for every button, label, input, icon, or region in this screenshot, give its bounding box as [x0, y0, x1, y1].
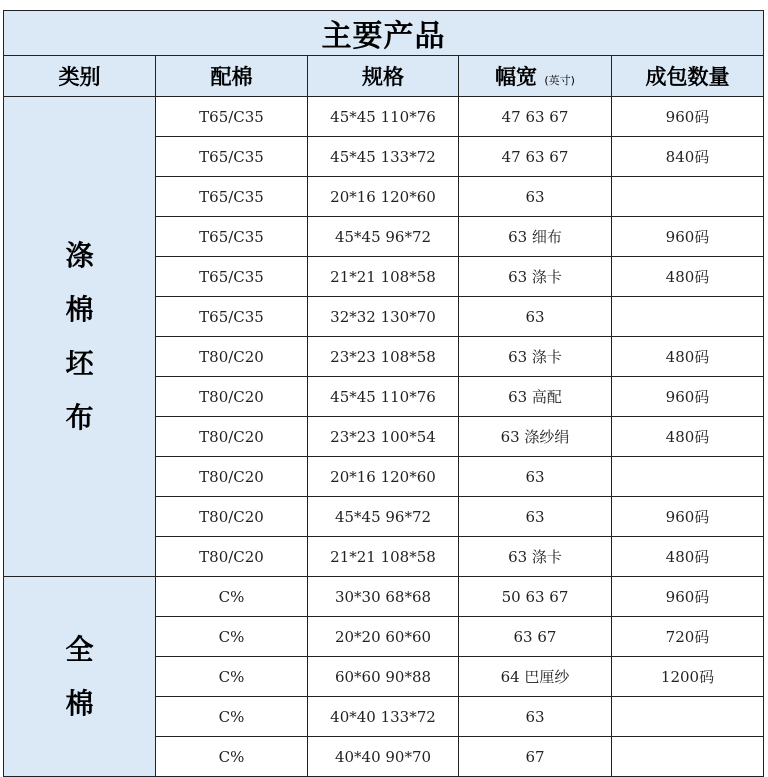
- qty-cell: 480码: [612, 537, 764, 577]
- blend-cell: C%: [156, 617, 308, 657]
- category-char: 棉: [65, 292, 94, 326]
- spec-cell: 23*23 100*54: [308, 417, 459, 457]
- qty-cell: [612, 457, 764, 497]
- blend-cell: C%: [156, 697, 308, 737]
- width-cell: 63 67: [459, 617, 612, 657]
- table-title: 主要产品: [4, 11, 764, 56]
- width-cell: 63 涤卡: [459, 257, 612, 297]
- table-row: [4, 577, 764, 617]
- header-qty: 成包数量: [612, 56, 764, 97]
- category-char: 全: [65, 632, 94, 666]
- width-cell: 47 63 67: [459, 137, 612, 177]
- header-blend: 配棉: [156, 56, 308, 97]
- spec-cell: 20*16 120*60: [308, 177, 459, 217]
- spec-cell: 30*30 68*68: [308, 577, 459, 617]
- blend-cell: T65/C35: [156, 257, 308, 297]
- width-cell: 63: [459, 497, 612, 537]
- qty-cell: 480码: [612, 417, 764, 457]
- qty-cell: 480码: [612, 257, 764, 297]
- header-width-unit: (英寸): [544, 74, 575, 87]
- qty-cell: [612, 177, 764, 217]
- spec-cell: 45*45 96*72: [308, 217, 459, 257]
- category-cell: [4, 577, 156, 777]
- blend-cell: T65/C35: [156, 97, 308, 137]
- product-table: [3, 10, 764, 777]
- blend-cell: T80/C20: [156, 537, 308, 577]
- blend-cell: T80/C20: [156, 337, 308, 377]
- qty-cell: [612, 697, 764, 737]
- width-cell: 63 细布: [459, 217, 612, 257]
- width-cell: 63 涤卡: [459, 537, 612, 577]
- qty-cell: [612, 297, 764, 337]
- header-spec: 规格: [308, 56, 459, 97]
- spec-cell: 40*40 90*70: [308, 737, 459, 777]
- category-char: 棉: [65, 686, 94, 720]
- blend-cell: T80/C20: [156, 497, 308, 537]
- category-char: 涤: [65, 238, 94, 272]
- qty-cell: 720码: [612, 617, 764, 657]
- spec-cell: 45*45 110*76: [308, 377, 459, 417]
- header-width-label: 幅宽: [495, 65, 538, 89]
- width-cell: 63: [459, 177, 612, 217]
- width-cell: 67: [459, 737, 612, 777]
- blend-cell: C%: [156, 577, 308, 617]
- category-char: 布: [65, 400, 94, 434]
- blend-cell: C%: [156, 657, 308, 697]
- blend-cell: T80/C20: [156, 457, 308, 497]
- qty-cell: 960码: [612, 377, 764, 417]
- qty-cell: 960码: [612, 217, 764, 257]
- blend-cell: T65/C35: [156, 217, 308, 257]
- qty-cell: [612, 737, 764, 777]
- spec-cell: 20*20 60*60: [308, 617, 459, 657]
- qty-cell: 960码: [612, 577, 764, 617]
- header-category: 类别: [4, 56, 156, 97]
- width-cell: 63 高配: [459, 377, 612, 417]
- spec-cell: 20*16 120*60: [308, 457, 459, 497]
- width-cell: 63 涤卡: [459, 337, 612, 377]
- width-cell: 63: [459, 697, 612, 737]
- table-row: [4, 97, 764, 137]
- spec-cell: 60*60 90*88: [308, 657, 459, 697]
- blend-cell: T80/C20: [156, 377, 308, 417]
- spec-cell: 45*45 110*76: [308, 97, 459, 137]
- qty-cell: 840码: [612, 137, 764, 177]
- blend-cell: T65/C35: [156, 137, 308, 177]
- blend-cell: T80/C20: [156, 417, 308, 457]
- width-cell: 63: [459, 297, 612, 337]
- category-cell: [4, 97, 156, 577]
- qty-cell: 1200码: [612, 657, 764, 697]
- blend-cell: T65/C35: [156, 297, 308, 337]
- header-width: [459, 56, 612, 97]
- spec-cell: 21*21 108*58: [308, 537, 459, 577]
- spec-cell: 23*23 108*58: [308, 337, 459, 377]
- width-cell: 50 63 67: [459, 577, 612, 617]
- width-cell: 63 涤纱绢: [459, 417, 612, 457]
- header-row: [4, 56, 764, 97]
- width-cell: 47 63 67: [459, 97, 612, 137]
- spec-cell: 32*32 130*70: [308, 297, 459, 337]
- spec-cell: 40*40 133*72: [308, 697, 459, 737]
- width-cell: 63: [459, 457, 612, 497]
- blend-cell: C%: [156, 737, 308, 777]
- qty-cell: 480码: [612, 337, 764, 377]
- width-cell: 64 巴厘纱: [459, 657, 612, 697]
- blend-cell: T65/C35: [156, 177, 308, 217]
- spec-cell: 45*45 96*72: [308, 497, 459, 537]
- spec-cell: 21*21 108*58: [308, 257, 459, 297]
- qty-cell: 960码: [612, 97, 764, 137]
- qty-cell: 960码: [612, 497, 764, 537]
- category-char: 坯: [65, 346, 94, 380]
- spec-cell: 45*45 133*72: [308, 137, 459, 177]
